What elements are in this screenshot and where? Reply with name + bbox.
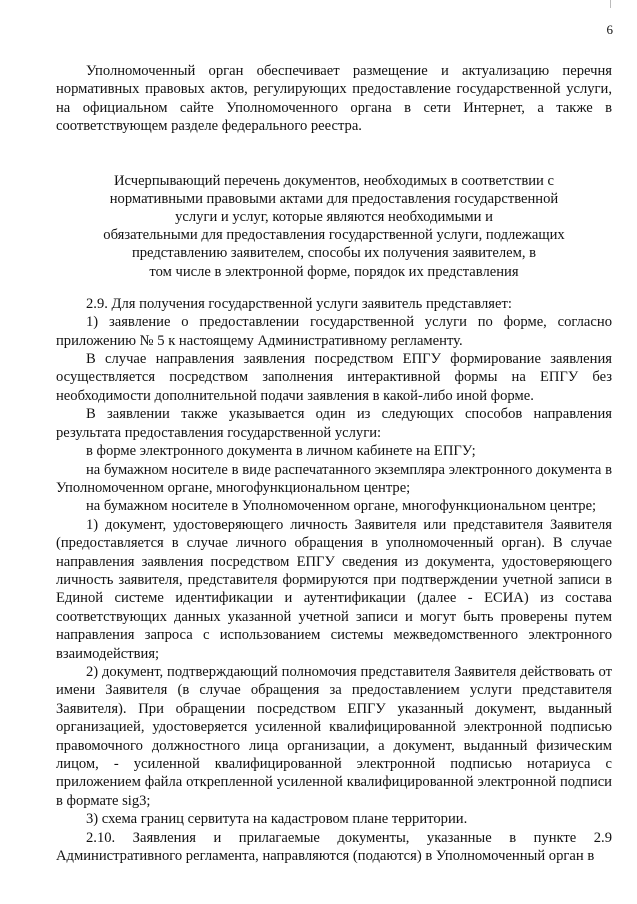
delivery-option-electronic: в форме электронного документа в личном кабинете на ЕПГУ; [86, 443, 476, 460]
document-body [56, 62, 612, 865]
result-delivery-note: В заявлении также указывается один из следующих способов направления результата предоставления государственной услуги: [56, 406, 612, 441]
item-application: 1) заявление о предоставлении государственной услуги по форме, согласно приложению № 5 к настоящему Административному регламенту. [56, 314, 612, 349]
epgu-application-note: В случае направления заявления посредством ЕПГУ формирование заявления осуществляется посредством заполнения интерактивной формы на ЕПГУ без необходимости дополнительной подачи заявления в какой-либо иной форме. [56, 351, 612, 404]
heading-line: услуги и услуг, которые являются необходимыми и [175, 209, 493, 226]
heading-line: том числе в электронной форме, порядок их представления [149, 263, 519, 280]
item-authority-document: 2) документ, подтверждающий полномочия представителя Заявителя действовать от имени Заявителя (в случае обращения за предоставлением услуги представителя Заявителя). При обращении посредством ЕПГУ указанный документ, выданный организацией, удостоверяется усиленной квалифицированной электронной подписью правомочного должностного лица организации, а документ, выданный физическим лицом, - усиленной квалифицированной электронной подписью нотариуса с приложением файла открепленной усиленной квалифицированной электронной подписи в формате sig3; [56, 663, 612, 809]
section-heading [56, 172, 612, 281]
delivery-option-printed-copy: на бумажном носителе в виде распечатанного экземпляра электронного документа в Уполномоченном органе, многофункциональном центре; [56, 461, 612, 496]
item-identity-document: 1) документ, удостоверяющего личность Заявителя или представителя Заявителя (предоставляется в случае личного обращения в уполномоченный орган). В случае направления заявления посредством ЕПГУ сведения из документа, удостоверяющего личность заявителя, представителя формируются при подтверждении учетной записи в Единой системе идентификации и аутентификации (далее - ЕСИА) из состава соответствующих данных указанной учетной записи и могут быть проверены путем направления запроса с использованием системы межведомственного электронного взаимодействия; [56, 516, 612, 662]
intro-paragraph: Уполномоченный орган обеспечивает размещение и актуализацию перечня нормативных правовых актов, регулирующих предоставление государственной услуги, на официальном сайте Уполномоченного органа в сети Интернет, а также в соответствующем разделе федерального реестра. [56, 63, 612, 135]
delivery-option-paper: на бумажном носителе в Уполномоченном органе, многофункциональном центре; [86, 498, 597, 515]
heading-line: Исчерпывающий перечень документов, необходимых в соответствии с [114, 172, 554, 189]
heading-line: нормативными правовыми актами для предоставления государственной [109, 190, 559, 207]
heading-line: представлению заявителем, способы их получения заявителем, в [131, 245, 537, 262]
clause-2-10: 2.10. Заявления и прилагаемые документы, указанные в пункте 2.9 Административного регламента, направляются (подаются) в Уполномоченный орган в [56, 829, 612, 865]
item-easement-scheme: 3) схема границ сервитута на кадастровом плане территории. [86, 811, 468, 828]
page-number: 6 [606, 22, 613, 37]
heading-line: обязательными для предоставления государственной услуги, подлежащих [103, 227, 565, 244]
clause-2-9: 2.9. Для получения государственной услуги заявитель представляет: [86, 295, 512, 312]
scan-edge-mark [610, 0, 611, 8]
